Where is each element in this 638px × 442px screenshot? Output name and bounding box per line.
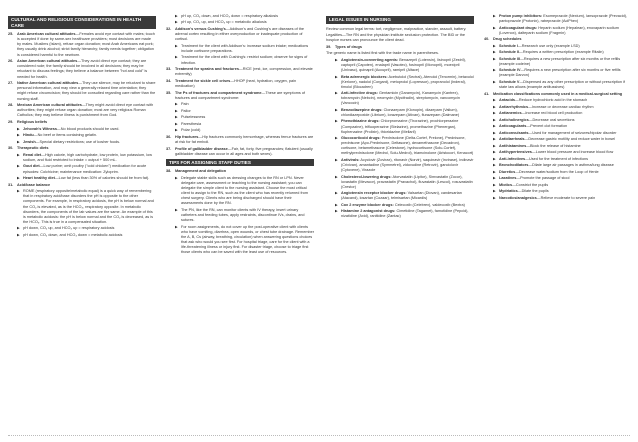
bullet-title: Schedule III xyxy=(499,56,521,61)
item-text: —Hip fractures commonly hemorrhage, whereas femur fractures are at risk for fat emboli. xyxy=(175,134,314,144)
bullet-text: Cimetidine (Tagamet), famotidine (Pepcid), nizatidine (Axid), ranitidine (Zantac) xyxy=(341,209,469,219)
bullet-title: Antihypertensives xyxy=(499,150,532,155)
bullet-item xyxy=(493,68,632,78)
bullet-item xyxy=(493,196,632,201)
bullet-title: Antidiarrheals xyxy=(499,137,525,142)
column-3 xyxy=(326,14,474,221)
bullet-title: Anti-infectives xyxy=(499,156,526,161)
bullet-arrow-icon: ▶ xyxy=(17,226,20,231)
numbered-item xyxy=(484,92,632,97)
bullet-arrow-icon: ▶ xyxy=(335,202,338,207)
numbered-item xyxy=(166,79,314,89)
bullet-arrow-icon: ▶ xyxy=(493,124,496,129)
item-title: Management and delegation xyxy=(175,169,227,174)
bullet-arrow-icon: ▶ xyxy=(175,43,178,48)
bullet-arrow-icon: ▶ xyxy=(175,14,178,18)
bullet-arrow-icon: ▶ xyxy=(493,137,496,142)
bullet-item xyxy=(175,176,314,207)
item-title: Profile of gallbladder disease xyxy=(175,146,228,151)
bullet-title: Beta adrenergic blockers: xyxy=(341,74,388,79)
bullet-text: —Used for the treatment of infections xyxy=(525,156,589,161)
item-title: Asian American cultural attitudes xyxy=(17,59,78,64)
bullet-arrow-icon: ▶ xyxy=(175,176,178,181)
bullet-text: —Decrease water/sodium from the Loop of Henle xyxy=(515,169,599,174)
paragraph: The generic name is listed first with the trade name in parentheses. xyxy=(326,51,439,56)
bullet-text: —Relieve moderate to severe pain xyxy=(536,195,596,200)
bullet-text: —Requires a new prescription after six months or five refills (example Darvon) xyxy=(499,68,621,78)
bullet-arrow-icon: ▶ xyxy=(493,143,496,148)
bullet-arrow-icon: ▶ xyxy=(493,150,496,155)
bullet-text: Esomeprazole (Nexium), lansoprazole (Prevacid), pantoprazole (Protonix), rabeprazole (AciPhex) xyxy=(499,14,628,24)
bullet-text: —No blood products should be used. xyxy=(57,126,120,131)
bullet-title: Antianemics xyxy=(499,111,522,116)
bullet-text: —Decrease oral secretions xyxy=(528,117,575,122)
bullet-item xyxy=(175,14,314,19)
bullet-title: Antihistamines xyxy=(499,143,527,148)
bullet-text: Heparin sodium (Hepalean), enoxaparin sodium (Lovenox), dalteparin sodium (Fragmin) xyxy=(499,25,619,35)
item-title: Mexican American cultural attitudes xyxy=(17,103,82,108)
bullet-text: —Requires a written prescription (example Ritalin) xyxy=(519,50,604,55)
bullet-text: Treatment for the client with Cushing's: restrict sodium; observe for signs of infection. xyxy=(181,55,308,65)
bullet-item xyxy=(493,176,632,181)
bullet-item xyxy=(335,175,474,190)
bullet-arrow-icon: ▶ xyxy=(493,176,496,181)
numbered-item xyxy=(8,59,156,79)
item-text: —Addison's and Cushing's are diseases of the adrenal cortex resulting in either overproduction or inadequate production of cortisol. xyxy=(175,26,305,42)
item-text: —They might avoid direct eye contact with authorities; they might refuse organ donation; most are very religious Roman Catholics; they may believe illness is punishment from God. xyxy=(17,103,154,118)
item-text: —They use silence, may be reluctant to share personal information, and may view a generally relaxed time orientation; they might refuse circumcision; they should be consulted regarding care rather than the nursing staff. xyxy=(17,81,156,101)
bullet-title: Histamine 2 antagonist drugs: xyxy=(341,209,396,214)
bullet-text: The PN, like the RN, can monitor clients with IV therapy, insert urinary catheters and feeding tubes, apply restraints, discontinue IVs, drains, and sutures. xyxy=(181,207,305,223)
item-number: 25. xyxy=(8,32,14,37)
item-title: Treatment for sprains and fractures xyxy=(175,67,239,71)
bullet-text: Prednisolone (Delta-Cortef, Prelone), Prednisone, prednisone (Apo-Prednisone, Deltasone), dexamethasone (Decadron), cortisone, betamethasone (Celestone), hydrocortisone (Solu-Cortef), methylprednisolone (Medrol, Solu-Medrol), triamcinolone (Aristocort, Kenacort) xyxy=(341,136,474,156)
bullet-arrow-icon: ▶ xyxy=(17,176,20,181)
section-header: LEGAL ISSUES IN NURSING xyxy=(326,16,474,24)
bullet-item xyxy=(493,124,632,129)
item-number: 34. xyxy=(166,78,172,83)
bullet-item xyxy=(335,75,474,90)
bullet-text: —Used for management of seizures/bipolar disorder xyxy=(528,130,617,135)
column-2 xyxy=(166,14,314,257)
item-title: Types of drugs xyxy=(335,44,362,49)
bullet-arrow-icon: ▶ xyxy=(335,57,338,62)
item-title: Hip fractures xyxy=(175,134,199,139)
bullet-text: Pain xyxy=(181,102,189,107)
bullet-item xyxy=(335,209,474,219)
bullet-arrow-icon: ▶ xyxy=(17,126,20,131)
bullet-arrow-icon: ▶ xyxy=(493,79,496,84)
bullet-text: —Increase red blood cell production xyxy=(521,111,583,116)
bullet-arrow-icon: ▶ xyxy=(17,152,20,157)
bullet-title: Angiotensin-converting agents: xyxy=(341,57,399,62)
bullet-item xyxy=(17,153,156,163)
bullet-title: Anticholinergics xyxy=(499,117,529,122)
item-number: 26. xyxy=(8,59,14,64)
bullet-item xyxy=(493,26,632,36)
bullet-item xyxy=(493,144,632,149)
item-title: Native American cultural attitudes xyxy=(17,81,79,86)
item-number: 28. xyxy=(8,103,14,108)
bullet-title: Mydriatics xyxy=(499,189,518,194)
bullet-title: Schedule I xyxy=(499,43,518,48)
bullet-text: —Dilate the pupils xyxy=(517,189,549,194)
numbered-item xyxy=(166,147,314,157)
bullet-arrow-icon: ▶ xyxy=(493,182,496,187)
bullet-item xyxy=(493,80,632,90)
bullet-arrow-icon: ▶ xyxy=(493,43,496,48)
bullet-title: Anticonvulsants xyxy=(499,130,529,135)
bullet-arrow-icon: ▶ xyxy=(175,108,178,113)
bullet-item xyxy=(175,225,314,256)
bullet-title: Jehovah's Witness xyxy=(23,126,57,131)
paragraph: Review common legal terms: tort, negligence, malpractice, slander, assault, battery. xyxy=(326,26,467,31)
numbered-item xyxy=(166,91,314,101)
bullet-item xyxy=(493,50,632,55)
bullet-text: Celecoxib (Celebrex), valdecoxib (Bextra) xyxy=(393,202,465,207)
bullet-title: Schedule IV xyxy=(499,68,521,73)
bullet-text: —Lower blood pressure and increase blood flow xyxy=(531,150,614,155)
bullet-arrow-icon: ▶ xyxy=(493,111,496,116)
bullet-item xyxy=(17,233,156,238)
bullet-item xyxy=(17,127,156,132)
bullet-title: Cholesterol-lowering drugs: xyxy=(341,174,392,179)
bullet-item xyxy=(175,128,314,133)
bullet-item xyxy=(175,109,314,114)
bullet-item xyxy=(335,203,474,208)
item-text: —RICE (rest, ice, compression, and elevate extremity) xyxy=(175,67,313,77)
bullet-arrow-icon: ▶ xyxy=(493,163,496,168)
numbered-item xyxy=(166,169,314,174)
bullet-arrow-icon: ▶ xyxy=(335,107,338,112)
bullet-item xyxy=(175,20,314,25)
bullet-item xyxy=(335,108,474,118)
bullet-arrow-icon: ▶ xyxy=(17,164,20,169)
bullet-item xyxy=(493,44,632,49)
bullet-text: Benazepril (Lotensin), lisinopril (Zestril), captopril (Capoten), enalapril (Vasotec), fosinopril (Monopril), moexipril (Univasc), quinapril (Accupril), ramipril (Altace) xyxy=(341,57,466,73)
bottom-dotted-rule xyxy=(8,435,630,436)
bullet-arrow-icon: ▶ xyxy=(175,115,178,120)
bullet-text: Paresthesia xyxy=(181,121,202,126)
item-title: Acid/base balance xyxy=(17,182,51,187)
item-text: —HHOP (heat, hydration, oxygen, pain medication) xyxy=(175,78,297,88)
item-title: Treatment for sickle cell crises xyxy=(175,78,231,83)
item-text: —Females avoid eye contact with males; touch is accepted if done by same-sex healthcare providers; most decisions are made by males. Muslims (Islam), refuse organ donation; most Arab Americans eat pork; they usually drink alcohol; strict family hierarchy; family needs together; obligation is considered harmful to the newborn. xyxy=(17,32,155,57)
bullet-title: Angiotensin receptor blocker drugs: xyxy=(341,191,407,196)
bullet-text: —Research use only (example LSD) xyxy=(518,43,580,48)
bullet-text: —Prevent clot formation xyxy=(526,124,568,129)
bullet-item xyxy=(335,91,474,106)
bullet-arrow-icon: ▶ xyxy=(493,189,496,194)
bullet-item xyxy=(493,98,632,103)
bullet-item xyxy=(17,133,156,138)
bullet-text: Delegate stable skills such as dressing changes to the RN or LPN. Never delegate care, assessment or teaching to the nursing assistant; you can delegate the simple client to the nursing assistant. Choose the most critical client to assign to the RN, such as the client who has recently returned from chest surgery. Clients who are being discharged should have their assessments done by the RN. xyxy=(181,176,309,206)
bullet-title: Anticoagulants xyxy=(499,124,527,129)
bullet-arrow-icon: ▶ xyxy=(17,133,20,138)
bullet-arrow-icon: ▶ xyxy=(175,102,178,107)
bullet-arrow-icon: ▶ xyxy=(493,195,496,200)
bullet-text: —Low purine; omit poultry ("cold chicken") medication for acute episodes: Colchicine; maintenance medication: Zyloprim. xyxy=(23,164,147,174)
bullet-item xyxy=(493,14,632,24)
bullet-title: Gout diet xyxy=(23,164,40,169)
bullet-text: —Dilate large air passages in asthma/lung disease xyxy=(528,163,614,168)
bullet-arrow-icon: ▶ xyxy=(175,121,178,126)
bullet-item xyxy=(493,189,632,194)
column-1 xyxy=(8,14,156,239)
bullet-item xyxy=(493,170,632,175)
bullet-title: Glucocorticoid drugs: xyxy=(341,136,381,141)
bullet-text: —Special dietary restrictions; use of kosher foods. xyxy=(35,139,121,144)
bullet-text: pH down, CO₂ up, and HCO₃ up = respiratory acidosis xyxy=(23,226,115,231)
bullet-item xyxy=(17,226,156,231)
bullet-title: Miotics xyxy=(499,182,513,187)
bullet-title: Schedule V xyxy=(499,79,520,84)
bullet-title: Anti-infective drugs: xyxy=(341,91,378,96)
bullet-arrow-icon: ▶ xyxy=(175,55,178,60)
bullet-arrow-icon: ▶ xyxy=(175,20,178,25)
numbered-item xyxy=(8,32,156,57)
item-title: Drug schedules xyxy=(493,37,522,42)
bullet-item xyxy=(17,164,156,174)
item-number: 36. xyxy=(166,134,172,139)
bullet-text: pH down, CO₂ down, and HCO₃ down = metabolic acidosis xyxy=(23,232,123,237)
bullet-title: Antiarrhythmics xyxy=(499,104,529,109)
bullet-item xyxy=(175,102,314,107)
bullet-title: Bronchodilators xyxy=(499,163,529,168)
bullet-text: Pulselessness xyxy=(181,115,206,120)
bullet-text: —Decrease gastric motility and reduce water in bowel xyxy=(524,137,616,142)
item-number: 30. xyxy=(8,146,14,151)
bullet-arrow-icon: ▶ xyxy=(175,128,178,133)
bullet-arrow-icon: ▶ xyxy=(175,207,178,212)
bullet-arrow-icon: ▶ xyxy=(335,191,338,196)
bullet-title: Laxatives xyxy=(499,176,517,181)
bullet-arrow-icon: ▶ xyxy=(493,68,496,73)
section-header: CULTURAL AND RELIGIOUS CONSIDERATIONS IN HEALTH CARE xyxy=(8,16,156,29)
bullet-text: —Dispensed as any other prescription or without prescription if state law allows (example antitussives) xyxy=(499,79,625,90)
numbered-item xyxy=(166,27,314,42)
bullet-text: —Reduce hydrochloric acid in the stomach xyxy=(515,98,588,103)
bullet-item xyxy=(175,44,314,54)
bullet-text: —High calorie, high carbohydrate, low protein, low potassium, low sodium, and fluid restricted to intake = output + 500 mL. xyxy=(23,152,152,162)
bullet-arrow-icon: ▶ xyxy=(17,139,20,144)
bullet-text: —Promote the passage of stool xyxy=(516,176,570,181)
item-title: Medication classifications commonly used in a medical-surgical setting xyxy=(493,91,623,96)
bullet-arrow-icon: ▶ xyxy=(493,25,496,30)
bullet-item xyxy=(493,131,632,136)
bullet-item xyxy=(17,189,156,225)
section-header: TIPS FOR ASSIGNING STAFF DUTIES xyxy=(166,159,314,167)
column-4 xyxy=(484,14,632,202)
bullet-title: Narcotics/analgesics xyxy=(499,195,537,200)
bullet-text: Pallor xyxy=(181,108,191,113)
bullet-text: Atorvastatin (Lipitor), Simvastatin (Zocor), lovastatin (Mevacor), pravastatin (Pravachol), fluvastatin (Lescol), rosuvastatin (Crestor) xyxy=(341,174,473,189)
item-number: 29. xyxy=(8,120,14,125)
bullet-item xyxy=(335,119,474,134)
bullet-text: Polar (cold) xyxy=(181,128,201,133)
bullet-arrow-icon: ▶ xyxy=(493,130,496,135)
numbered-item xyxy=(8,146,156,151)
bullet-title: Anticoagulant drugs: xyxy=(499,25,538,30)
item-title: Arab American cultural attitudes xyxy=(17,32,76,37)
bullet-text: —Requires a new prescription after six months or five refills (example codeine) xyxy=(499,56,621,66)
numbered-item xyxy=(484,37,632,42)
bullet-item xyxy=(17,176,156,181)
bullet-arrow-icon: ▶ xyxy=(335,157,338,162)
bullet-item xyxy=(493,111,632,116)
bullet-arrow-icon: ▶ xyxy=(335,174,338,179)
bullet-item xyxy=(493,137,632,142)
bullet-title: Cox 2 enzyme blocker drugs: xyxy=(341,202,394,207)
numbered-item xyxy=(166,135,314,145)
bullet-title: Benzodiazepine drugs: xyxy=(341,107,383,112)
item-text: —These are symptoms of fractures and compartment syndrome: xyxy=(175,90,305,100)
bullet-item xyxy=(175,55,314,65)
bullet-text: For room assignments, do not cover up the post-operative client with clients who have vomiting, diarrhea, open wounds, or chest tube drainage. Remember the A, B, Cs (airway, breathing, circulation) when answering questions choices that ask who would you see first. For hospital triage, care for the client with a life-threatening illness or injury first. For disaster triage, choose to triage first those clients who can be saved with the least use of resources. xyxy=(181,224,314,255)
item-title: Addison's versus Cushing's xyxy=(175,26,226,31)
bullet-item xyxy=(493,105,632,110)
item-text: —They avoid direct eye contact; they are considered rude; the family should be involved in all decisions; they may be reluctant to discuss feelings; they believe a balance between "hot and cold" is needed for health. xyxy=(17,59,148,79)
bullet-item xyxy=(17,140,156,145)
bullet-arrow-icon: ▶ xyxy=(493,50,496,55)
numbered-item xyxy=(166,67,314,77)
bullet-arrow-icon: ▶ xyxy=(175,224,178,229)
item-number: 41. xyxy=(484,91,490,96)
bullet-text: —Increase or decrease cardiac rhythm xyxy=(528,104,594,109)
bullet-text: ROME (respiratory opposite/metabolic equal) is a quick way of remembering that in respiratory acid/base disorders the pH is opposite to the other components. For example, in respiratory acidosis, the pH is below normal and the CO₂ is elevated, as is the HCO₃, respiratory opposite. In metabolic disorders, the components of the lab values are the same. An example of this is metabolic acidosis: the pH is below normal and the CO₂ is decreased, as is the HCO₃. This is true in a compensated situation. xyxy=(23,189,154,224)
bullet-text: Acyclovir (Zovirax), ritonavir (Norvir), saquinavir (Invirase), indinavir (Crixivan), amantadine (Symmetrel), zidovudine (Retrovir), ganciclovir (Cytovene), Virazole xyxy=(341,157,474,173)
bullet-text: —Low fat (less than 30% of calories should be from fat). xyxy=(54,176,150,181)
item-number: 40. xyxy=(484,37,490,42)
bullet-text: pH up, CO₂ up, and HCO₃ up = metabolic alkalosis xyxy=(181,20,267,25)
bullet-arrow-icon: ▶ xyxy=(335,209,338,214)
item-number: 35. xyxy=(166,90,172,95)
item-number: 33. xyxy=(166,67,172,71)
item-number: 37. xyxy=(166,146,172,151)
item-number: 32. xyxy=(166,26,172,31)
item-title: Therapeutic diets xyxy=(17,146,49,151)
bullet-text: —Constrict the pupils xyxy=(512,182,549,187)
bullet-text: pH up, CO₂ down, and HCO₃ down = respiratory alkalosis xyxy=(181,14,279,18)
item-title: The Ps of fractures and compartment syndrome xyxy=(175,90,262,95)
bullet-item xyxy=(175,115,314,120)
bullet-item xyxy=(175,122,314,127)
item-number: 39. xyxy=(326,44,332,49)
bullet-arrow-icon: ▶ xyxy=(335,91,338,96)
bullet-title: Renal diet xyxy=(23,152,42,157)
bullet-item xyxy=(493,118,632,123)
bullet-item xyxy=(493,163,632,168)
bullet-item xyxy=(335,158,474,173)
item-number: 38. xyxy=(166,169,172,174)
bullet-text: Gentamicin (Garamycin), Kanamycin (Kantrex), tobramycin (Nebcin), neomycin (Mycifradin), streptomycin, vancomycin (Vancocin) xyxy=(341,91,461,106)
bullet-arrow-icon: ▶ xyxy=(335,74,338,79)
bullet-arrow-icon: ▶ xyxy=(493,14,496,18)
bullet-arrow-icon: ▶ xyxy=(493,56,496,61)
numbered-item xyxy=(8,183,156,188)
bullet-title: Diuretics xyxy=(499,169,516,174)
bullet-item xyxy=(335,136,474,156)
bullet-item xyxy=(335,191,474,201)
bullet-item xyxy=(175,208,314,223)
bullet-title: Jewish xyxy=(23,139,36,144)
bullet-arrow-icon: ▶ xyxy=(335,119,338,124)
bullet-arrow-icon: ▶ xyxy=(17,232,20,237)
bullet-title: Hindu xyxy=(23,133,34,138)
bullet-title: Schedule II xyxy=(499,50,520,55)
bullet-arrow-icon: ▶ xyxy=(493,104,496,109)
bullet-title: Antacids xyxy=(499,98,516,103)
bullet-text: Acebutolol (Sectral), Atenolol (Tenormin), betaxolol (Kerlone), nadolol (Corgard), metoprolol (Lopressor), propranolol (Inderal), timolol (Blocadren) xyxy=(341,74,474,89)
numbered-item xyxy=(8,103,156,118)
bullet-arrow-icon: ▶ xyxy=(493,117,496,122)
numbered-item xyxy=(8,120,156,125)
paragraph: Legalities—The RN and the physician institute seclusion protection. The BID or the hospice nurses can pronounce the client dead. xyxy=(326,33,466,43)
bullet-item xyxy=(493,157,632,162)
bullet-item xyxy=(335,58,474,73)
bullet-arrow-icon: ▶ xyxy=(335,136,338,141)
bullet-item xyxy=(493,150,632,155)
bullet-arrow-icon: ▶ xyxy=(17,189,20,194)
item-number: 31. xyxy=(8,182,14,187)
bullet-title: Heart healthy diet xyxy=(23,176,55,181)
bullet-item xyxy=(493,57,632,67)
bullet-title: Phenothiazine drugs: xyxy=(341,119,380,124)
bullet-title: Proton pump inhibitors: xyxy=(499,14,543,18)
item-title: Religious beliefs xyxy=(17,120,48,125)
bullet-text: Clonazepam (Klonopin), diazepam (Valium), chlordiazepoxide (Librium), lorazepam (Ativan), flurazepam (Dalmane) xyxy=(341,107,460,117)
item-text: —Fair, fat, forty, five pregnancies; flatulent (usually gallbladder disease can occur in all ages and both sexes). xyxy=(175,146,313,156)
bullet-title: Antivirals: xyxy=(341,157,360,162)
bullet-arrow-icon: ▶ xyxy=(493,98,496,103)
bullet-text: —Block the release of histamine xyxy=(526,143,581,148)
bullet-arrow-icon: ▶ xyxy=(493,156,496,161)
bullet-text: Valsartan (Diovan), candesartan (Atacand), losartan (Cozaar), telmisartan (Micardis) xyxy=(341,191,462,201)
bullet-item xyxy=(493,183,632,188)
bullet-text: —No beef or items containing gelatin. xyxy=(33,133,98,138)
bullet-text: Treatment for the client with Addison's: increase sodium intake; medications include cortisone preparations. xyxy=(181,43,309,53)
numbered-item xyxy=(8,81,156,101)
item-number: 27. xyxy=(8,81,14,86)
bullet-arrow-icon: ▶ xyxy=(493,169,496,174)
numbered-item xyxy=(326,45,474,50)
bullet-text: Chlorpromazine (Thorazine), prochlorperazine (Compazine), trifluoperazine (Stelazine), promethazine (Phenergan), fluphenazine (Prolixin), thioridazine (Mellaril) xyxy=(341,119,459,134)
